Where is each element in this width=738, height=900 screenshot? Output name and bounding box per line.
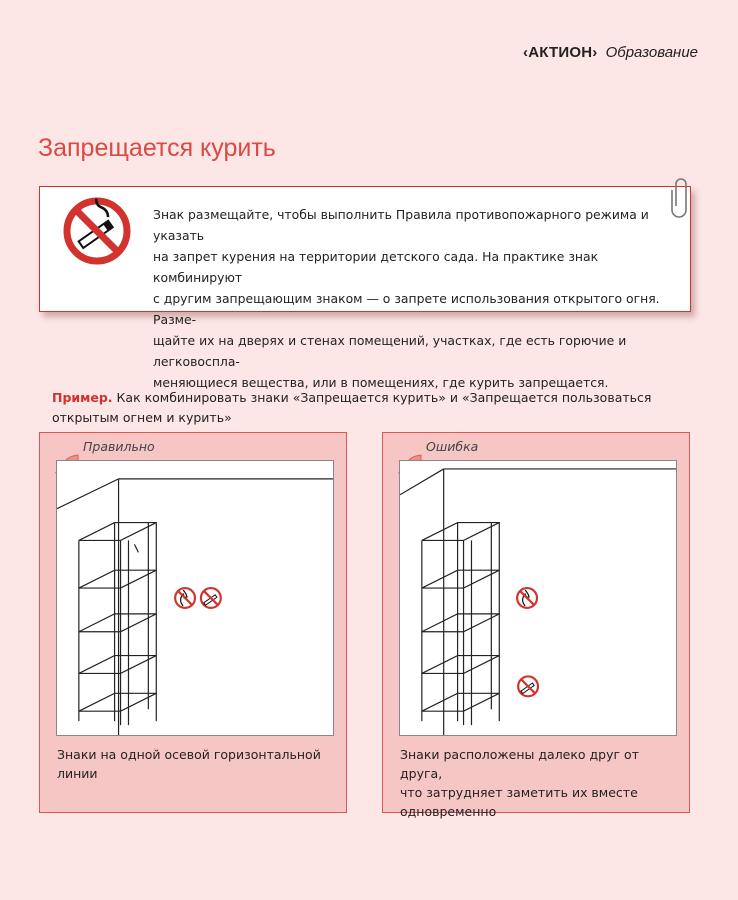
info-line: Знак размещайте, чтобы выполнить Правила противопожарного режима и указать — [153, 207, 649, 243]
info-line: с другим запрещающим знаком — о запрете использования открытого огня. Разме- — [153, 291, 660, 327]
no-smoking-sign-icon — [518, 676, 538, 696]
brand-subtitle: Образование — [605, 44, 698, 61]
caption-line: что затрудняет заметить их вместе — [400, 785, 638, 800]
panel-label-correct: Правильно — [83, 439, 155, 454]
example-text: Как комбинировать знаки «Запрещается курить» и «Запрещается пользоваться — [112, 390, 652, 405]
correct-panel — [39, 432, 347, 813]
caption-line: Знаки на одной осевой горизонтальной линии — [57, 747, 321, 781]
no-open-flame-sign-icon — [175, 588, 195, 608]
caption-line: одновременно — [400, 804, 497, 819]
no-open-flame-sign-icon — [517, 588, 537, 608]
info-line: меняющиеся вещества, или в помещениях, где курить запрещается. — [153, 375, 609, 390]
shelf-illustration-correct — [56, 460, 334, 736]
shelf-illustration-wrong — [399, 460, 677, 736]
info-line: на запрет курения на территории детского сада. На практике знак комбинируют — [153, 249, 599, 285]
page-title: Запрещается курить — [38, 134, 276, 162]
brand-name: ‹АКТИОН› — [523, 44, 598, 61]
no-smoking-sign-icon — [62, 196, 132, 266]
info-card — [39, 186, 691, 390]
info-line: щайте их на дверях и стенах помещений, участках, где есть горючие и легковоспла- — [153, 333, 627, 369]
no-smoking-sign-icon — [201, 588, 221, 608]
example-text-2: открытым огнем и курить» — [52, 410, 232, 425]
info-text — [153, 204, 673, 393]
panel-label-wrong: Ошибка — [426, 439, 479, 454]
example-heading — [52, 388, 652, 428]
example-lead: Пример. — [52, 390, 113, 405]
brand-logo — [523, 44, 698, 61]
caption-wrong — [400, 745, 680, 821]
caption-correct — [57, 745, 337, 783]
paperclip-icon — [671, 176, 691, 220]
wrong-panel — [382, 432, 690, 819]
caption-line: Знаки расположены далеко друг от друга, — [400, 747, 639, 781]
